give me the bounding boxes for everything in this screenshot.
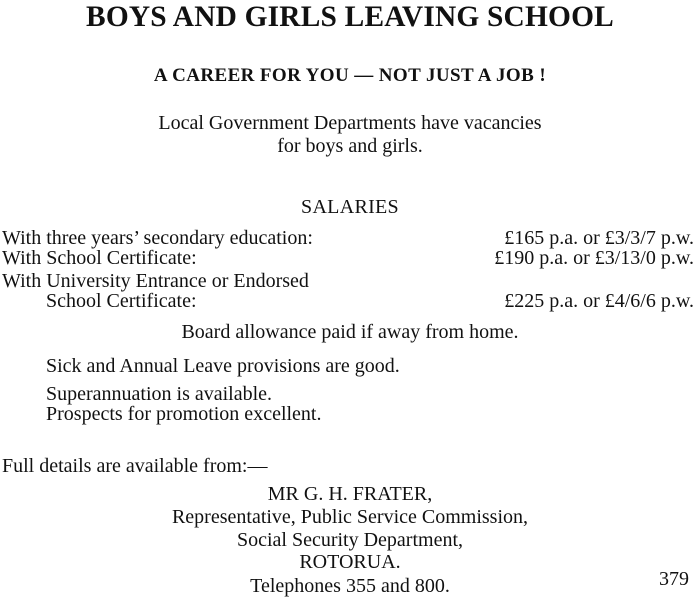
contact-telephones: Telephones 355 and 800. <box>250 575 450 597</box>
contact-department: Social Security Department, <box>236 529 464 551</box>
contact-name: MR G. H. FRATER, <box>267 483 433 505</box>
salary-row-4-label: School Certificate: <box>46 290 197 312</box>
board-allowance: Board allowance paid if away from home. <box>181 321 519 343</box>
details-intro: Full details are available from:— <box>2 455 268 477</box>
contact-role: Representative, Public Service Commission, <box>171 506 529 528</box>
notice-title: BOYS AND GIRLS LEAVING SCHOOL <box>86 0 614 33</box>
salary-row-1-label: With three years’ secondary education: <box>2 227 313 249</box>
page-number: 379 <box>659 568 689 590</box>
salary-row-2-label: With School Certificate: <box>2 247 197 269</box>
benefit-line-3: Prospects for promotion excellent. <box>46 403 322 425</box>
benefit-line-1: Sick and Annual Leave provisions are good. <box>46 355 400 377</box>
intro-line-1: Local Government Departments have vacancies <box>158 112 542 134</box>
salaries-heading: SALARIES <box>301 196 399 218</box>
contact-city: ROTORUA. <box>299 551 401 573</box>
benefit-line-2: Superannuation is available. <box>46 383 273 405</box>
salary-row-2-amount: £190 p.a. or £3/13/0 p.w. <box>494 247 694 269</box>
salary-row-1-amount: £165 p.a. or £3/3/7 p.w. <box>504 227 694 249</box>
notice-subtitle: A CAREER FOR YOU — NOT JUST A JOB ! <box>153 65 547 86</box>
salary-row-4-amount: £225 p.a. or £4/6/6 p.w. <box>504 290 694 312</box>
intro-line-2: for boys and girls. <box>277 135 423 157</box>
salary-row-3-label: With University Entrance or Endorsed <box>2 270 309 292</box>
